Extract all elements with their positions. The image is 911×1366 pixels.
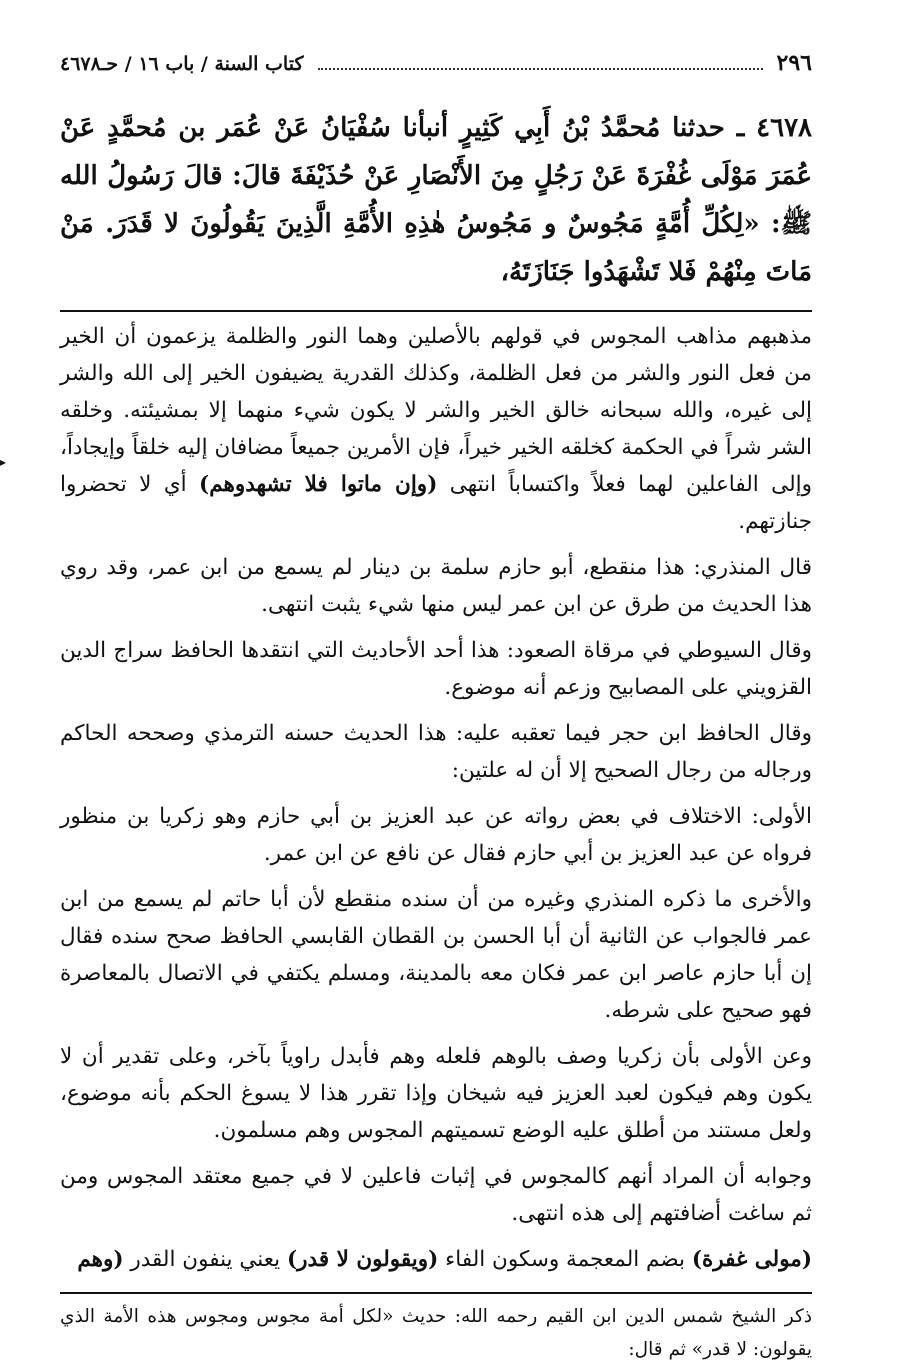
margin-arrow-icon: ▸ xyxy=(0,455,7,469)
header-breadcrumb: كتاب السنة / باب ١٦ / حـ٤٦٧٨ xyxy=(60,53,304,75)
header-dotted-leader xyxy=(318,54,763,70)
footnote-divider xyxy=(60,1292,812,1294)
commentary-paragraph: قال المنذري: هذا منقطع، أبو حازم سلمة بن دينار لم يسمع من ابن عمر، وقد روي هذا الحديث من طرق عن ابن عمر ليس منها شيء يثبت انتهى. xyxy=(60,555,812,617)
hadith-number: ٤٦٧٨ ـ xyxy=(736,113,813,143)
page-number: ٢٩٦ xyxy=(776,50,812,76)
commentary-paragraph: وقال السيوطي في مرقاة الصعود: هذا أحد الأحاديث التي انتقدها الحافظ سراج الدين القزويني على المصابيح وزعم أنه موضوع. xyxy=(60,638,812,700)
section-divider xyxy=(60,310,812,312)
commentary xyxy=(60,318,812,1278)
commentary-paragraph: وجوابه أن المراد أنهم كالمجوس في إثبات فاعلين لا في جميع معتقد المجوس ومن ثم ساغت أضافتهم إلى هذه انتهى. xyxy=(60,1164,812,1226)
footnote-text: ذكر الشيخ شمس الدين ابن القيم رحمه الله: حديث «لكل أمة مجوس ومجوس هذه الأمة الذي يقولون: لا قدر» ثم قال: xyxy=(60,1306,812,1360)
commentary-paragraph: الأولى: الاختلاف في بعض رواته عن عبد العزيز بن أبي حازم وهو زكريا بن منظور فرواه عن عبد العزيز بن أبي حازم فقال عن نافع عن ابن عمر. xyxy=(60,804,812,866)
commentary-paragraph: وعن الأولى بأن زكريا وصف بالوهم فلعله وهم فأبدل راوياً بآخر، وعلى تقدير أن لا يكون وهم فيكون لعبد العزيز فيه شيخان وإذا تقرر هذا لا يسوغ الحكم بأنه موضوع، ولعل مستند من أطلق عليه الوضع تسميتهم المجوس وهم مسلمون. xyxy=(60,1044,812,1143)
commentary-paragraph: مذهبهم مذاهب المجوس في قولهم بالأصلين وهما النور والظلمة يزعمون أن الخير من فعل النور والشر من فعل الظلمة، وكذلك القدرية يضيفون الخير إلى الله والشر إلى غيره، والله سبحانه خالق الخير والشر لا يكون شيء منهما إلا بمشيئته. وخلقه الشر شراً في الحكمة كخلقه الخير خيراً، فإن الأمرين جميعاً مضافان إليه خلقاً وإيجاداً، وإلى الفاعلين لهما فعلاً واكتساباً انتهى (وإن ماتوا فلا تشهدوهم) أي لا تحضروا جنازتهم. xyxy=(60,324,812,534)
running-header xyxy=(60,50,812,80)
hadith-text xyxy=(60,104,812,296)
hadith-body: حدثنا مُحمَّدُ بْنُ أَبِي كَثِيرٍ أنبأنا سُفْيَانُ عَنْ عُمَر بن مُحمَّدٍ عَنْ عُمَرَ مَوْلَى غُفْرَةَ عَنْ رَجُلٍ مِنَ الأَنْصَارِ عَنْ حُذَيْفَةَ قالَ: قالَ رَسُولُ الله ﷺ: «لِكُلِّ أُمَّةٍ مَجُوسٌ و مَجُوسُ هٰذِهِ الأُمَّةِ الَّذِينَ يَقُولُونَ لا قَدَرَ. مَنْ مَاتَ مِنْهُمْ فَلا تَشْهَدُوا جَنَازَتَهُ، xyxy=(60,113,812,287)
commentary-paragraph: (مولى غفرة) بضم المعجمة وسكون الفاء (ويقولون لا قدر) يعني ينفون القدر (وهم xyxy=(77,1247,812,1272)
commentary-paragraph: والأخرى ما ذكره المنذري وغيره من أن سنده منقطع لأن أبا حاتم لم يسمع من ابن عمر فالجواب عن الثانية أن أبا الحسن بن القطان القابسي الحافظ صحح سنده فقال إن أبا حازم عاصر ابن عمر فكان معه بالمدينة، ومسلم يكتفي في الاتصال بالمعاصرة فهو صحيح على شرطه. xyxy=(60,887,812,1023)
footnote xyxy=(60,1300,812,1366)
commentary-paragraph: وقال الحافظ ابن حجر فيما تعقبه عليه: هذا الحديث حسنه الترمذي وصححه الحاكم ورجاله من رجال الصحيح إلا أن له علتين: xyxy=(60,721,812,783)
book-page xyxy=(60,50,812,1366)
